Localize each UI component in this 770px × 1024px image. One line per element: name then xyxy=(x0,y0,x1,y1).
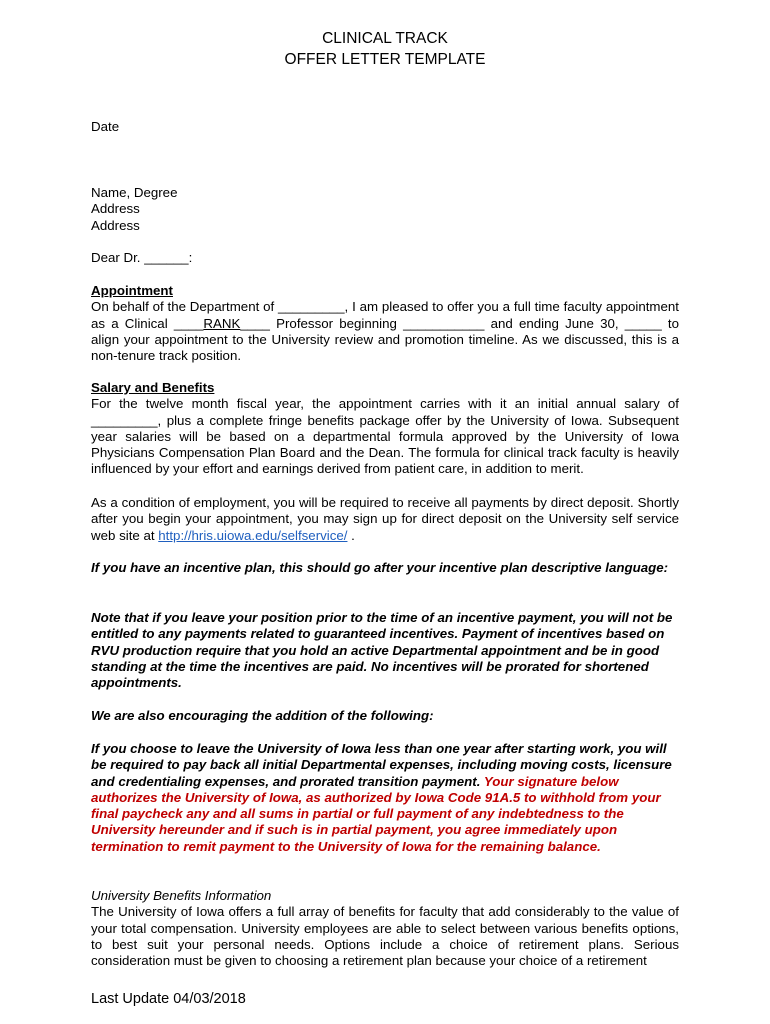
appointment-text-b: ____ Professor beginning ___________ and ending June 30, _____ to align your appointment to the University review and promotion timeline. As we discussed, this is a non-tenure track position. xyxy=(91,315,679,364)
document-title-line-1: CLINICAL TRACK xyxy=(322,30,448,47)
benefits-heading: University Benefits Information xyxy=(91,888,272,903)
payback-clause xyxy=(91,741,679,855)
salary-heading: Salary and Benefits xyxy=(91,380,215,395)
recipient-address-2: Address xyxy=(91,217,140,233)
signature-authorization-text: Your signature below authorizes the University of Iowa, as authorized by Iowa Code 91A.5 to withhold from your final paycheck any and all sums in partial or full payment of any indebtedness to the University hereunder and if such is in partial payment, you agree immediately upon termination to remit payment to the University of Iowa for the remaining balance. xyxy=(91,773,661,854)
last-update-footer: Last Update 04/03/2018 xyxy=(91,991,246,1007)
date-placeholder: Date xyxy=(91,119,120,134)
benefits-text: The University of Iowa offers a full array of benefits for faculty that add considerably to the value of your total compensation. University employees are able to select between various benefits options, to best suit your personal needs. Options include a choice of retirement plans. Serious consideration must be given to choosing a retirement plan because your choice of a retirement xyxy=(91,904,679,969)
appointment-heading: Appointment xyxy=(91,283,173,298)
payback-period: . xyxy=(476,773,481,789)
document-title-line-2: OFFER LETTER TEMPLATE xyxy=(284,51,486,68)
benefits-section xyxy=(91,888,679,969)
direct-deposit-paragraph xyxy=(91,495,679,544)
payback-text: If you choose to leave the University of Iowa less than one year after starting work, you will be required to pay back all initial Departmental expenses, including moving costs, licensure and credentialing expenses, and prorated transition payment xyxy=(91,741,672,789)
recipient-address-1: Address xyxy=(91,201,140,217)
incentive-note: Note that if you leave your position prior to the time of an incentive payment, you will not be entitled to any payments related to guaranteed incentives. Payment of incentives based on RVU production require that you hold an active Departmental appointment and be in good standing at the time the incentives are paid. No incentives will be prorated for shortened appointments. xyxy=(91,610,673,691)
deposit-text-end: . xyxy=(347,527,355,543)
salary-section xyxy=(91,380,679,478)
incentive-intro: If you have an incentive plan, this should go after your incentive plan descriptive language: xyxy=(91,560,669,575)
appointment-section xyxy=(91,283,679,364)
appointment-text-a: On behalf of the Department of _________, I am pleased to offer you a full time faculty appointment as a Clinical ____ xyxy=(91,299,679,331)
selfservice-link[interactable]: http://hris.uiowa.edu/selfservice/ xyxy=(158,527,348,543)
salary-text: For the twelve month fiscal year, the appointment carries with it an initial annual salary of _________, plus a complete fringe benefits package offer by the University of Iowa. Subsequent year salaries will be based on a departmental formula approved by the University of Iowa Physicians Compensation Plan Board and the Dean. The formula for clinical track faculty is heavily influenced by your effort and earnings derived from patient care, in addition to merit. xyxy=(91,396,679,477)
recipient-block xyxy=(91,185,679,234)
salutation: Dear Dr. ______: xyxy=(91,250,193,265)
recipient-name: Name, Degree xyxy=(91,185,178,200)
rank-placeholder: RANK xyxy=(203,315,241,331)
encourage-line: We are also encouraging the addition of the following: xyxy=(91,708,434,723)
deposit-text: As a condition of employment, you will be required to receive all payments by direct deposit. Shortly after you begin your appointment, you may sign up for direct deposit on the University self service web site at xyxy=(91,495,679,543)
